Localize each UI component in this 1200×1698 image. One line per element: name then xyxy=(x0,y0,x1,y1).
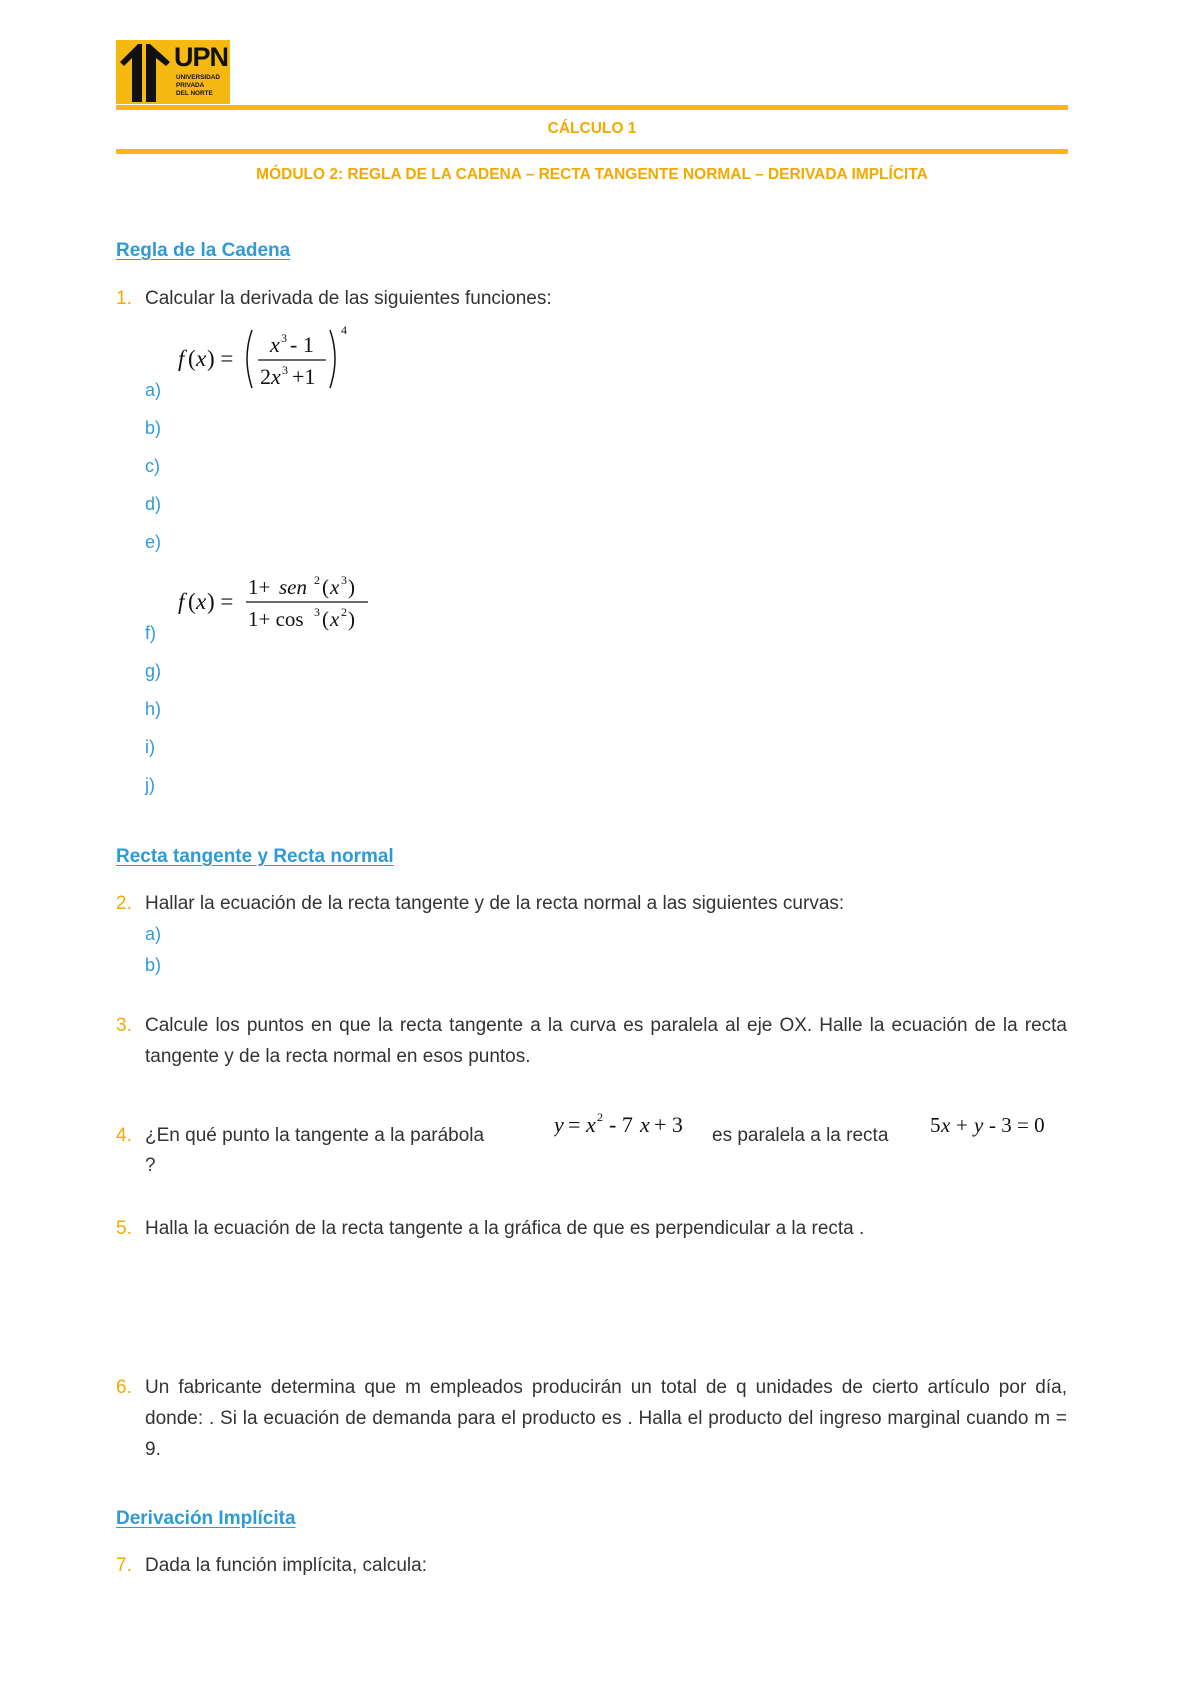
section-heading-implicita: Derivación Implícita xyxy=(116,1508,296,1529)
list-item: b) xyxy=(145,955,162,975)
svg-text:x: x xyxy=(941,1113,951,1137)
list-item: e) xyxy=(145,532,162,552)
svg-text:f: f xyxy=(178,346,185,371)
svg-text:5: 5 xyxy=(930,1113,941,1137)
arrow-logo-icon xyxy=(116,40,174,104)
section-heading-tangente: Recta tangente y Recta normal xyxy=(116,846,394,867)
question-number: 5. xyxy=(116,1218,132,1239)
question-text: Calcular la derivada de las siguientes funciones: xyxy=(145,288,552,309)
svg-text:x: x xyxy=(330,607,340,631)
question-text-part: ¿En qué punto la tangente a la parábola xyxy=(145,1125,485,1146)
svg-text:sen: sen xyxy=(279,575,307,599)
svg-text:3: 3 xyxy=(314,605,320,619)
svg-text:x: x xyxy=(640,1112,650,1137)
svg-text:f: f xyxy=(178,589,185,614)
svg-text:y: y xyxy=(974,1113,984,1137)
svg-text:(: ( xyxy=(188,589,196,614)
question-text: Calcule los puntos en que la recta tangente a la curva es paralela al eje OX. Halle la ecuación de la recta tangente y de la recta normal en esos puntos. xyxy=(145,1015,1067,1067)
svg-text:+: + xyxy=(956,1113,968,1137)
svg-text:- 7: - 7 xyxy=(609,1112,633,1137)
svg-text:2: 2 xyxy=(341,605,347,619)
formula-line xyxy=(930,1108,1070,1147)
list-item: a) xyxy=(145,924,162,944)
header-rule-bottom xyxy=(116,149,1068,154)
formula-a xyxy=(178,322,358,397)
formula-parabola xyxy=(554,1108,714,1147)
svg-text:3: 3 xyxy=(341,573,347,587)
svg-text:x: x xyxy=(196,589,207,614)
list-item: f) xyxy=(145,623,156,643)
svg-text:- 3 = 0: - 3 = 0 xyxy=(989,1113,1045,1137)
svg-text:+1: +1 xyxy=(292,364,316,389)
course-title: CÁLCULO 1 xyxy=(547,120,637,137)
svg-text:4: 4 xyxy=(341,323,347,337)
header-rule-top xyxy=(116,105,1068,110)
svg-text:3: 3 xyxy=(282,363,288,377)
question-number: 3. xyxy=(116,1015,132,1036)
logo-subtext: UNIVERSIDAD PRIVADA DEL NORTE xyxy=(176,74,221,97)
question-text: Halla la ecuación de la recta tangente a la gráfica de que es perpendicular a la recta . xyxy=(145,1218,865,1239)
svg-text:2: 2 xyxy=(597,1110,603,1124)
svg-text:y: y xyxy=(554,1112,564,1137)
question-text: Hallar la ecuación de la recta tangente y de la recta normal a las siguientes curvas: xyxy=(145,893,845,914)
svg-text:2: 2 xyxy=(314,573,320,587)
svg-text:1+: 1+ xyxy=(248,575,271,599)
question-number: 7. xyxy=(116,1555,132,1576)
svg-text:): ) xyxy=(348,607,355,631)
svg-text:) =: ) = xyxy=(207,589,234,614)
svg-text:(: ( xyxy=(322,607,329,631)
question-number: 1. xyxy=(116,288,132,309)
svg-text:- 1: - 1 xyxy=(290,332,314,357)
svg-text:x: x xyxy=(270,332,280,357)
svg-text:=: = xyxy=(568,1112,581,1137)
question-text-part: ? xyxy=(145,1155,156,1176)
module-title: MÓDULO 2: REGLA DE LA CADENA – RECTA TANGENTE NORMAL – DERIVADA IMPLÍCITA xyxy=(256,166,928,183)
list-item: g) xyxy=(145,661,162,681)
list-item: h) xyxy=(145,699,162,719)
svg-text:x: x xyxy=(271,364,281,389)
question-text: Un fabricante determina que m empleados producirán un total de q unidades de cierto artículo por día, donde: . Si la ecuación de demanda para el producto es . Halla el producto del ingreso marginal cuando m = 9. xyxy=(145,1377,1067,1460)
list-item: d) xyxy=(145,494,162,514)
logo-text: UPN xyxy=(174,42,229,72)
question-text-part: es paralela a la recta xyxy=(712,1125,889,1146)
list-item: i) xyxy=(145,737,155,757)
list-item: j) xyxy=(145,775,155,795)
question-text: Dada la función implícita, calcula: xyxy=(145,1555,427,1576)
svg-text:2: 2 xyxy=(260,364,271,389)
svg-text:x: x xyxy=(330,575,340,599)
svg-text:(: ( xyxy=(188,346,196,371)
svg-text:1+ cos: 1+ cos xyxy=(248,607,304,631)
svg-text:(: ( xyxy=(322,575,329,599)
list-item: b) xyxy=(145,418,162,438)
list-item: c) xyxy=(145,456,160,476)
question-number: 2. xyxy=(116,893,132,914)
section-heading-cadena: Regla de la Cadena xyxy=(116,240,291,261)
svg-text:3: 3 xyxy=(281,331,287,345)
svg-text:+ 3: + 3 xyxy=(654,1112,683,1137)
svg-text:): ) xyxy=(348,575,355,599)
svg-text:x: x xyxy=(196,346,207,371)
question-number: 4. xyxy=(116,1125,132,1146)
svg-text:x: x xyxy=(586,1112,596,1137)
list-item: a) xyxy=(145,380,162,400)
formula-f xyxy=(178,568,378,643)
svg-text:) =: ) = xyxy=(207,346,234,371)
upn-logo xyxy=(116,40,230,104)
question-number: 6. xyxy=(116,1377,132,1398)
